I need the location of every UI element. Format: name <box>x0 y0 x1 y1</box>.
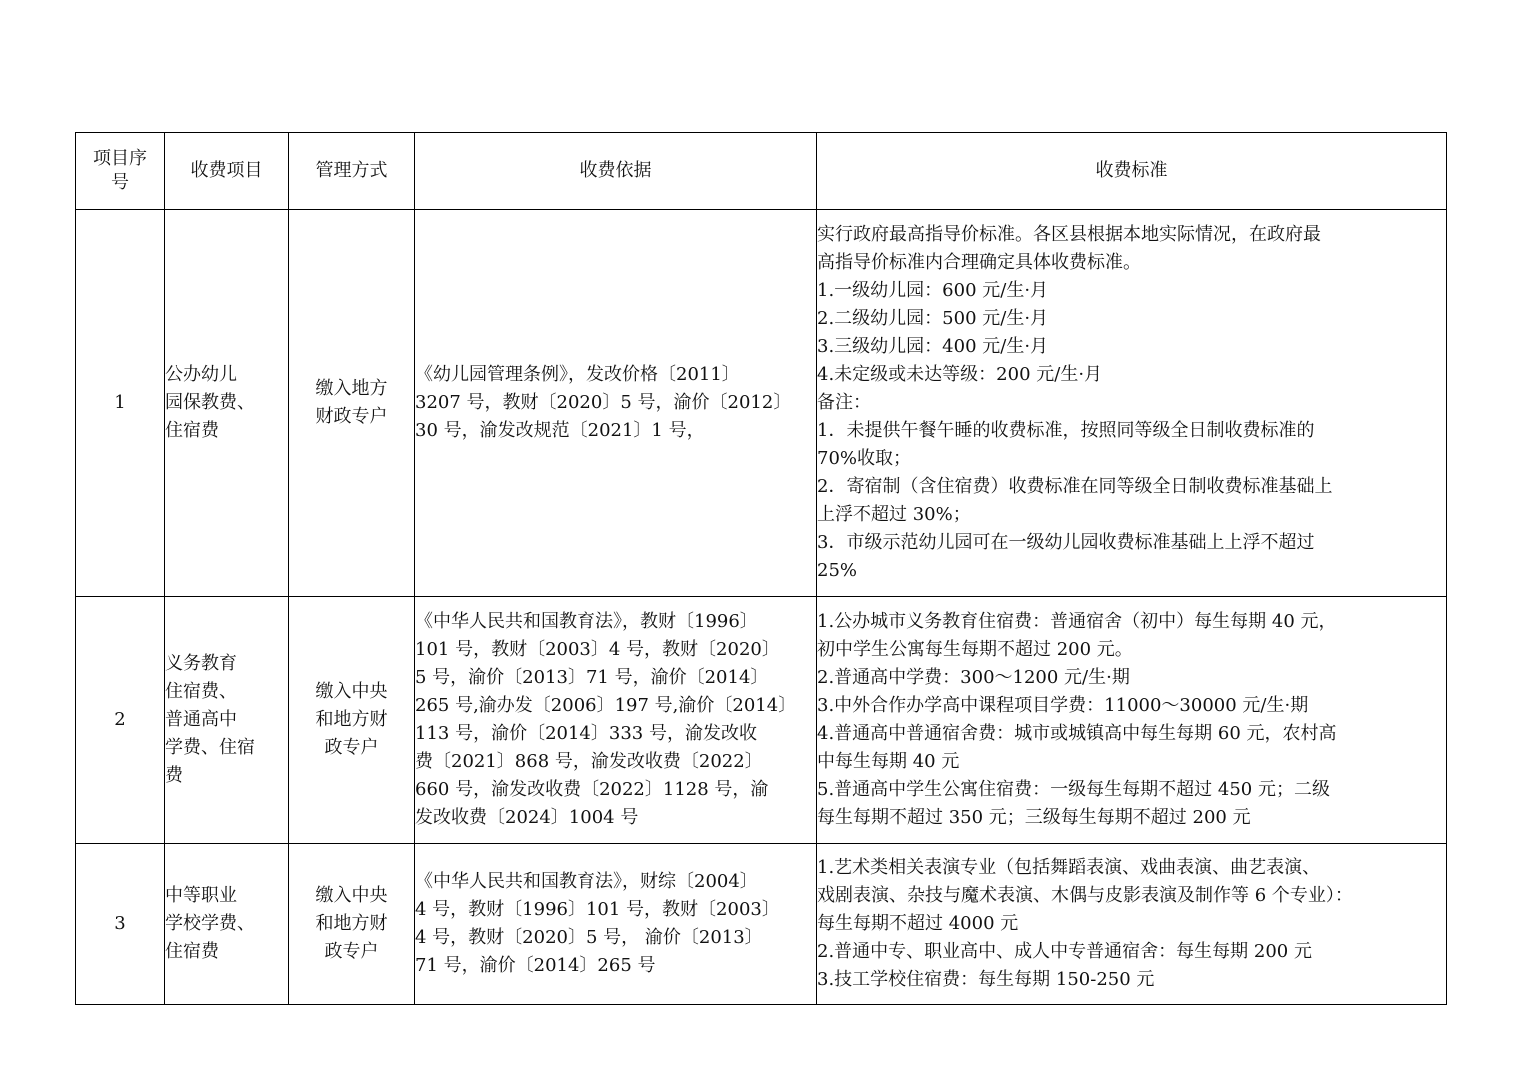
fee-basis <box>415 597 817 844</box>
management-line: 政专户 <box>324 941 379 962</box>
header-num-line: 项目序 <box>93 148 147 169</box>
header-num <box>76 133 165 210</box>
fee-item-line: 园保教费、 <box>165 392 255 413</box>
management-line: 缴入地方 <box>315 378 388 399</box>
fee-item-line: 义务教育 <box>165 653 237 674</box>
basis-line: 3207 号，教财〔2020〕5 号，渝价〔2012〕 <box>415 392 792 413</box>
standard-line: 戏剧表演、杂技与魔术表演、木偶与皮影表演及制作等 6 个专业）： <box>817 885 1353 906</box>
standard-line: 中每生每期 40 元 <box>817 751 960 772</box>
standard-line: 2．寄宿制（含住宿费）收费标准在同等级全日制收费标准基础上 <box>817 476 1333 497</box>
basis-line: 5 号，渝价〔2013〕71 号，渝价〔2014〕 <box>415 667 769 688</box>
table-row <box>76 844 1447 1005</box>
header-num-line: 号 <box>111 172 129 193</box>
management-method <box>289 844 415 1005</box>
basis-line: 费〔2021〕868 号，渝发改收费〔2022〕 <box>415 751 763 772</box>
management-line: 和地方财 <box>315 709 388 730</box>
fee-item-line: 住宿费 <box>165 420 219 441</box>
basis-line: 4 号，教财〔1996〕101 号，教财〔2003〕 <box>415 899 780 920</box>
standard-line: 4.普通高中普通宿舍费：城市或城镇高中每生每期 60 元，农村高 <box>817 723 1337 744</box>
row-number: 1 <box>76 210 165 597</box>
basis-line: 4 号，教财〔2020〕5 号， 渝价〔2013〕 <box>415 927 763 948</box>
fee-item-line: 公办幼儿 <box>165 364 237 385</box>
table-row <box>76 597 1447 844</box>
fee-item-line: 住宿费、 <box>165 681 237 702</box>
basis-line: 《中华人民共和国教育法》，教财〔1996〕 <box>415 611 758 632</box>
fee-standard <box>817 597 1447 844</box>
standard-line: 备注： <box>817 392 871 413</box>
fee-standard <box>817 210 1447 597</box>
basis-line: 101 号，教财〔2003〕4 号，教财〔2020〕 <box>415 639 780 660</box>
fee-table <box>75 132 1447 1005</box>
standard-line: 3.三级幼儿园：400 元/生·月 <box>817 336 1049 357</box>
basis-line: 30 号，渝发改规范〔2021〕1 号， <box>415 420 705 441</box>
fee-item-line: 学校学费、 <box>165 913 255 934</box>
standard-line: 上浮不超过 30%； <box>817 504 971 525</box>
basis-line: 265 号,渝办发〔2006〕197 号,渝价〔2014〕 <box>415 695 797 716</box>
standard-line: 实行政府最高指导价标准。各区县根据本地实际情况，在政府最 <box>817 224 1321 245</box>
management-method <box>289 597 415 844</box>
management-line: 政专户 <box>324 737 379 758</box>
fee-item <box>165 844 289 1005</box>
standard-line: 2.普通高中学费：300～1200 元/生·期 <box>817 667 1130 688</box>
management-line: 缴入中央 <box>315 681 388 702</box>
fee-standard <box>817 844 1447 1005</box>
standard-line: 3.中外合作办学高中课程项目学费：11000～30000 元/生·期 <box>817 695 1309 716</box>
management-line: 财政专户 <box>315 406 388 427</box>
management-method <box>289 210 415 597</box>
fee-basis <box>415 210 817 597</box>
standard-line: 25% <box>817 560 858 581</box>
fee-item <box>165 597 289 844</box>
row-number: 3 <box>76 844 165 1005</box>
management-line: 和地方财 <box>315 913 388 934</box>
standard-line: 1.艺术类相关表演专业（包括舞蹈表演、戏曲表演、曲艺表演、 <box>817 857 1321 878</box>
fee-item-line: 普通高中 <box>165 709 237 730</box>
standard-line: 1.公办城市义务教育住宿费：普通宿舍（初中）每生每期 40 元， <box>817 611 1337 632</box>
header-row <box>76 133 1447 210</box>
basis-line: 660 号，渝发改收费〔2022〕1128 号，渝 <box>415 779 769 800</box>
standard-line: 1.一级幼儿园：600 元/生·月 <box>817 280 1049 301</box>
fee-basis <box>415 844 817 1005</box>
standard-line: 高指导价标准内合理确定具体收费标准。 <box>817 252 1141 273</box>
management-line: 缴入中央 <box>315 885 388 906</box>
standard-line: 每生每期不超过 4000 元 <box>817 913 1019 934</box>
standard-line: 70%收取； <box>817 448 912 469</box>
standard-line: 5.普通高中学生公寓住宿费：一级每生每期不超过 450 元；二级 <box>817 779 1330 800</box>
table-row <box>76 210 1447 597</box>
standard-line: 1．未提供午餐午睡的收费标准，按照同等级全日制收费标准的 <box>817 420 1315 441</box>
basis-line: 《中华人民共和国教育法》，财综〔2004〕 <box>415 871 758 892</box>
standard-line: 每生每期不超过 350 元；三级每生每期不超过 200 元 <box>817 807 1251 828</box>
standard-line: 2.普通中专、职业高中、成人中专普通宿舍：每生每期 200 元 <box>817 941 1312 962</box>
fee-item-line: 中等职业 <box>165 885 237 906</box>
basis-line: 113 号，渝价〔2014〕333 号，渝发改收 <box>415 723 757 744</box>
fee-item <box>165 210 289 597</box>
header-basis: 收费依据 <box>415 133 817 210</box>
standard-line: 4.未定级或未达等级：200 元/生·月 <box>817 364 1103 385</box>
basis-line: 《幼儿园管理条例》，发改价格〔2011〕 <box>415 364 740 385</box>
basis-line: 71 号，渝价〔2014〕265 号 <box>415 955 656 976</box>
row-number: 2 <box>76 597 165 844</box>
standard-line: 3.技工学校住宿费：每生每期 150-250 元 <box>817 969 1155 990</box>
standard-line: 2.二级幼儿园：500 元/生·月 <box>817 308 1049 329</box>
fee-item-line: 费 <box>165 765 183 786</box>
fee-item-line: 学费、住宿 <box>165 737 255 758</box>
fee-item-line: 住宿费 <box>165 941 219 962</box>
header-standard: 收费标准 <box>817 133 1447 210</box>
standard-line: 3．市级示范幼儿园可在一级幼儿园收费标准基础上上浮不超过 <box>817 532 1315 553</box>
basis-line: 发改收费〔2024〕1004 号 <box>415 807 639 828</box>
header-item: 收费项目 <box>165 133 289 210</box>
standard-line: 初中学生公寓每生每期不超过 200 元。 <box>817 639 1133 660</box>
header-manage: 管理方式 <box>289 133 415 210</box>
